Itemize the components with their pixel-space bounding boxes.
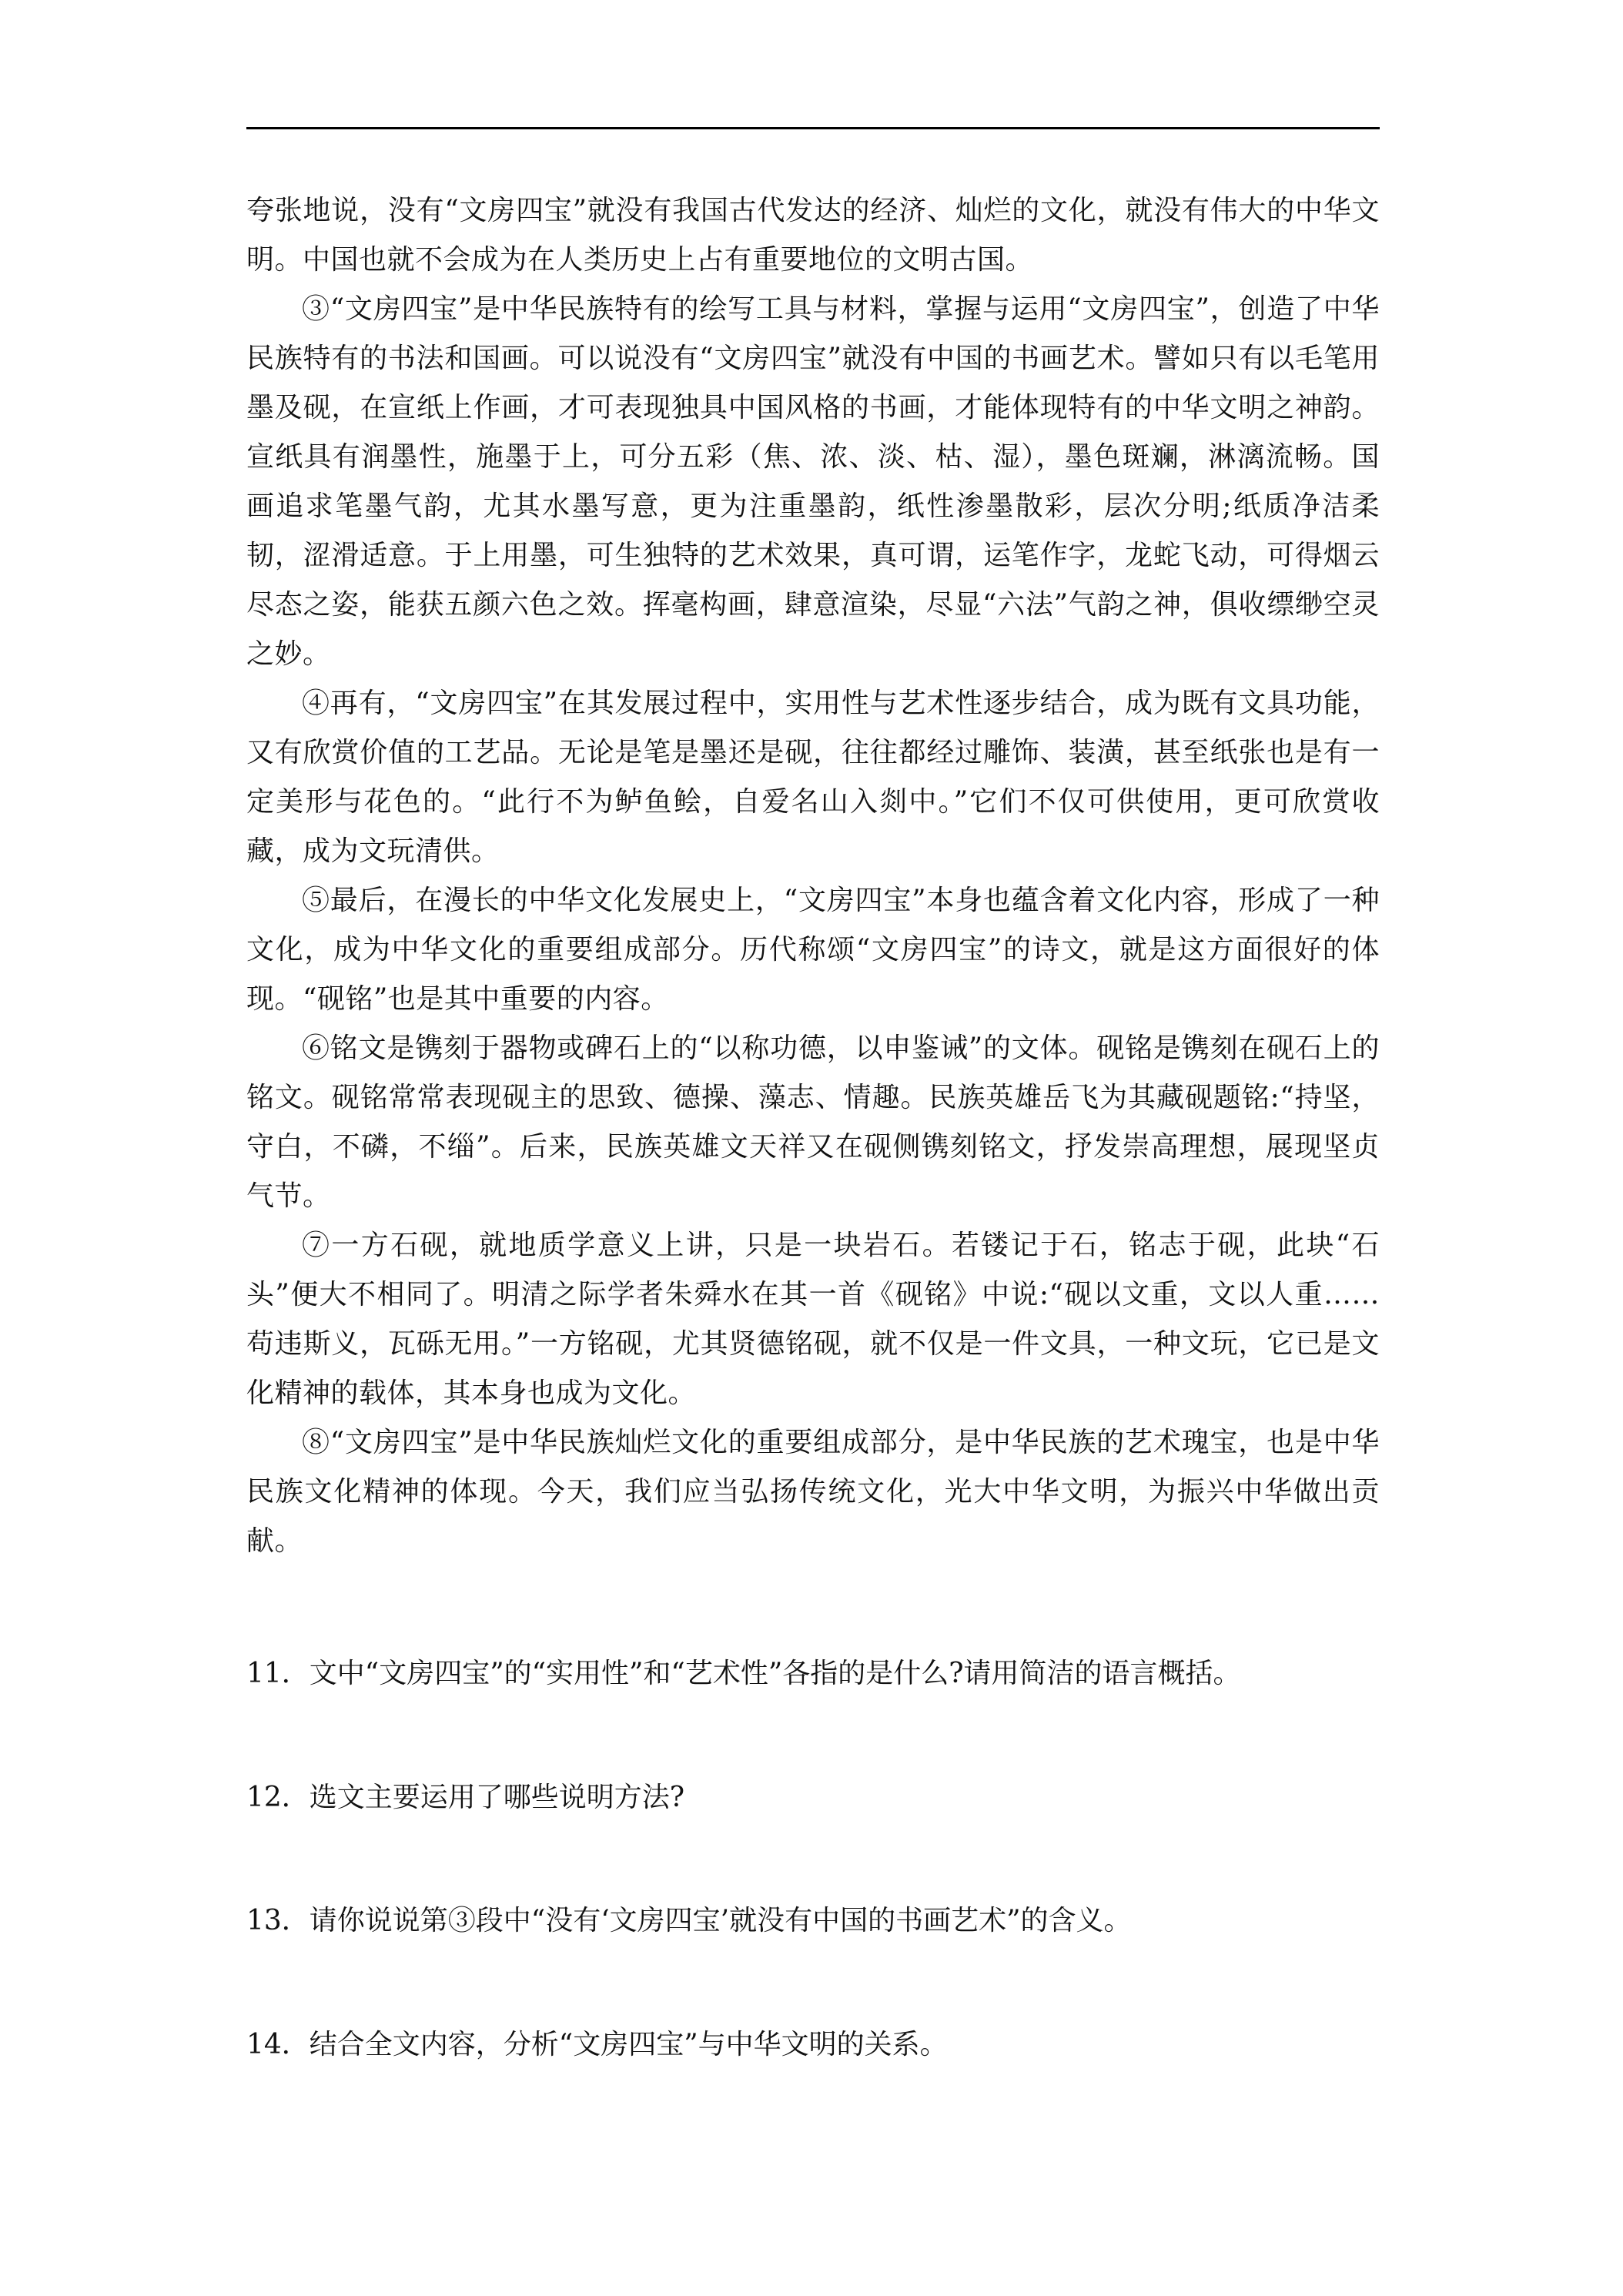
question-11: 11．文中“文房四宝”的“实用性”和“艺术性”各指的是什么?请用简洁的语言概括。 xyxy=(246,1658,1241,1689)
question-13: 13．请你说说第③段中“没有‘文房四宝’就没有中国的书画艺术”的含义。 xyxy=(246,1905,1132,1936)
question-14: 14．结合全文内容，分析“文房四宝”与中华文明的关系。 xyxy=(246,2029,948,2060)
paragraph-continuation: 夸张地说，没有“文房四宝”就没有我国古代发达的经济、灿烂的文化，就没有伟大的中华文明。中国也就不会成为在人类历史上占有重要地位的文明古国。 xyxy=(246,195,1380,276)
paragraph-4: ④再有，“文房四宝”在其发展过程中，实用性与艺术性逐步结合，成为既有文具功能，又有欣赏价值的工艺品。无论是笔是墨还是砚，往往都经过雕饰、装潢，甚至纸张也是有一定美形与花色的。“此行不为鲈鱼鲙，自爱名山入剡中。”它们不仅可供使用，更可欣赏收藏，成为文玩清供。 xyxy=(246,688,1380,867)
paragraph-6: ⑥铭文是镌刻于器物或碑石上的“以称功德，以申鉴诫”的文体。砚铭是镌刻在砚石上的铭文。砚铭常常表现砚主的思致、德操、藻志、情趣。民族英雄岳飞为其藏砚题铭:“持坚，守白，不磷，不缁”。后来，民族英雄文天祥又在砚侧镌刻铭文，抒发崇高理想，展现坚贞气节。 xyxy=(246,1033,1380,1212)
paragraph-7: ⑦一方石砚，就地质学意义上讲，只是一块岩石。若镂记于石，铭志于砚，此块“石头”便大不相同了。明清之际学者朱舜水在其一首《砚铭》中说:“砚以文重，文以人重……苟违斯义，瓦砾无用。”一方铭砚，尤其贤德铭砚，就不仅是一件文具，一种文玩，它已是文化精神的载体，其本身也成为文化。 xyxy=(246,1230,1380,1409)
header-rule xyxy=(246,127,1380,129)
question-12: 12．选文主要运用了哪些说明方法? xyxy=(246,1782,685,1813)
paragraph-5: ⑤最后，在漫长的中华文化发展史上，“文房四宝”本身也蕴含着文化内容，形成了一种文化，成为中华文化的重要组成部分。历代称颂“文房四宝”的诗文，就是这方面很好的体现。“砚铭”也是其中重要的内容。 xyxy=(246,885,1380,1015)
article-body xyxy=(246,186,1380,1566)
paragraph-3: ③“文房四宝”是中华民族特有的绘写工具与材料，掌握与运用“文房四宝”，创造了中华民族特有的书法和国画。可以说没有“文房四宝”就没有中国的书画艺术。譬如只有以毛笔用墨及砚，在宣纸上作画，才可表现独具中国风格的书画，才能体现特有的中华文明之神韵。宣纸具有润墨性，施墨于上，可分五彩（焦、浓、淡、枯、湿），墨色斑斓，淋漓流畅。国画追求笔墨气韵，尤其水墨写意，更为注重墨韵，纸性渗墨散彩，层次分明;纸质净洁柔韧，涩滑适意。于上用墨，可生独特的艺术效果，真可谓，运笔作字，龙蛇飞动，可得烟云尽态之姿，能获五颜六色之效。挥毫构画，肆意渲染，尽显“六法”气韵之神，俱收缥缈空灵之妙。 xyxy=(246,293,1380,670)
paragraph-8: ⑧“文房四宝”是中华民族灿烂文化的重要组成部分，是中华民族的艺术瑰宝，也是中华民族文化精神的体现。今天，我们应当弘扬传统文化，光大中华文明，为振兴中华做出贡献。 xyxy=(246,1427,1380,1557)
